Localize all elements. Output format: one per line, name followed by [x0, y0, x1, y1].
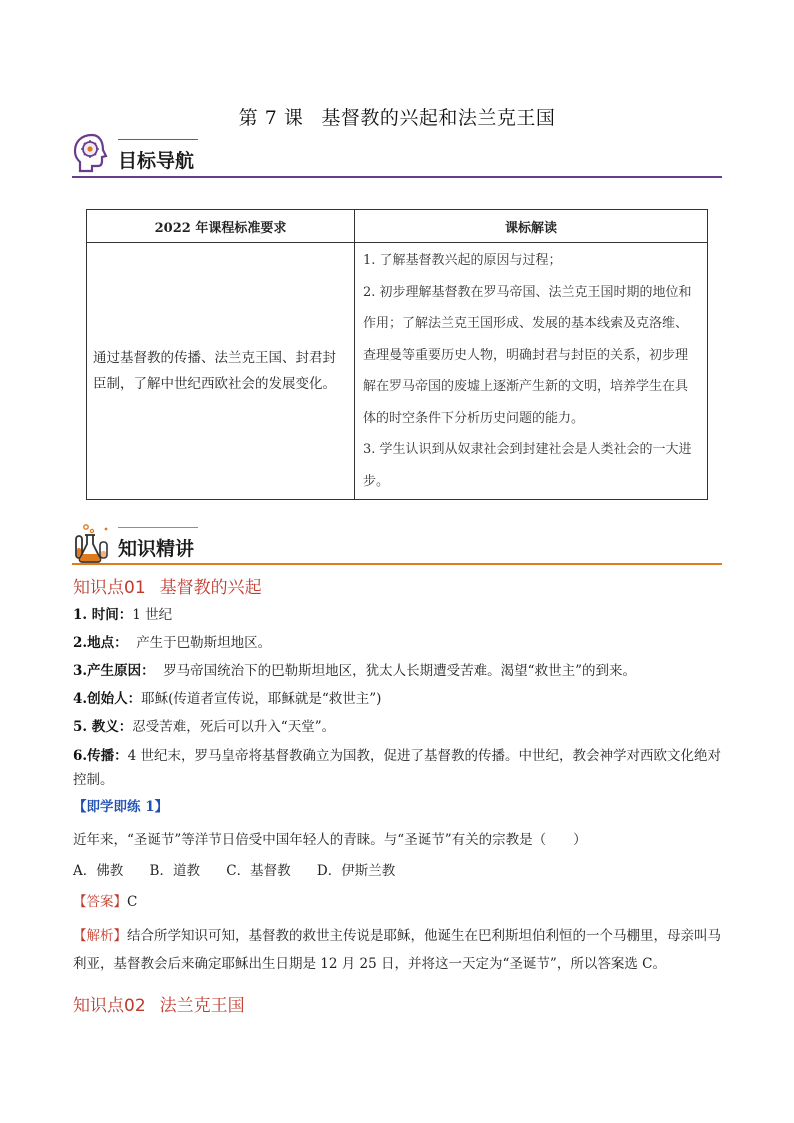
- list-item: [73, 604, 723, 626]
- knowledge-section-rule: [72, 563, 722, 565]
- knowledge-section-header: [72, 522, 722, 568]
- interpretation-item: 2. 初步理解基督教在罗马帝国、法兰克王国时期的地位和作用；了解法兰克王国形成、发展的基本线索及克洛维、查理曼等重要历史人物，明确封君与封臣的关系，初步理解在罗马帝国的废墟上逐渐产生新的文明，培养学生在具体的时空条件下分析历史问题的能力。: [363, 284, 692, 426]
- question-text: 近年来，“圣诞节”等洋节日倍受中国年轻人的青睐。与“圣诞节”有关的宗教是（ ）: [73, 832, 587, 848]
- kp-number: 知识点02: [73, 996, 146, 1016]
- list-item: [73, 744, 723, 792]
- item-text: 耶稣(传道者宣传说，耶稣就是“救世主”): [141, 691, 382, 707]
- analysis-paragraph: [73, 922, 723, 978]
- option-c: C．基督教: [226, 863, 291, 879]
- item-text: 4 世纪末，罗马皇帝将基督教确立为国教，促进了基督教的传播。中世纪，教会神学对西欧文化绝对控制。: [73, 748, 721, 788]
- analysis-text: 结合所学知识可知，基督教的救世主传说是耶稣，他诞生在巴利斯坦伯利恒的一个马棚里，母亲叫马利亚，基督教会后来确定耶稣出生日期是 12 月 25 日，并将这一天定为“圣诞节”，所以答案选 C。: [73, 928, 721, 972]
- interpretation-cell: [355, 243, 708, 500]
- requirement-cell: 通过基督教的传播、法兰克王国、封君封臣制，了解中世纪西欧社会的发展变化。: [87, 243, 355, 500]
- interpretation-item: 3. 学生认识到从奴隶社会到封建社会是人类社会的一大进步。: [363, 442, 692, 489]
- standards-table: [86, 209, 708, 500]
- interpretation-item: 1. 了解基督教兴起的原因与过程；: [363, 253, 562, 268]
- option-d: D．伊斯兰教: [316, 863, 396, 879]
- lesson-title: 基督教的兴起和法兰克王国: [321, 107, 556, 129]
- kp-title: 基督教的兴起: [159, 578, 262, 598]
- list-item: [73, 688, 723, 710]
- page-title: [0, 103, 794, 130]
- options-row: [73, 860, 723, 882]
- header-decoration-line: [118, 527, 198, 528]
- lesson-number: 第 7 课: [238, 107, 304, 129]
- option-b: B．道教: [149, 863, 200, 879]
- item-label: 1. 时间：: [73, 607, 133, 623]
- kp-title: 法兰克王国: [159, 996, 245, 1016]
- list-item: [73, 716, 723, 738]
- item-text: 1 世纪: [132, 607, 173, 623]
- table-row: [87, 243, 708, 500]
- practice-label: 【即学即练 1】: [73, 799, 169, 815]
- answer-value: C: [127, 894, 138, 910]
- item-label: 6.传播：: [73, 748, 128, 764]
- col-header-standard: 2022 年课程标准要求: [87, 210, 355, 243]
- knowledge-point-2-title: [73, 991, 245, 1016]
- header-decoration-line: [118, 139, 198, 140]
- col-header-interpretation: 课标解读: [355, 210, 708, 243]
- table-header-row: [87, 210, 708, 243]
- knowledge-section-label: 知识精讲: [118, 538, 195, 560]
- brain-gear-icon: [72, 132, 112, 174]
- item-text: 忍受苦难，死后可以升入“天堂”。: [132, 719, 336, 735]
- item-label: 3.产生原因：: [73, 663, 155, 679]
- kp-number: 知识点01: [73, 578, 146, 598]
- flask-icon: [72, 522, 114, 564]
- nav-section-header: [72, 132, 722, 180]
- item-label: 5. 教义：: [73, 719, 133, 735]
- analysis-label: 【解析】: [73, 928, 127, 944]
- item-label: 2.地点：: [73, 635, 128, 651]
- item-text: 产生于巴勒斯坦地区。: [136, 635, 272, 651]
- answer-line: [73, 891, 723, 913]
- knowledge-point-1-title: [73, 573, 262, 598]
- list-item: [73, 632, 723, 654]
- nav-section-label: 目标导航: [118, 150, 195, 172]
- option-a: A．佛教: [73, 863, 124, 879]
- list-item: [73, 660, 723, 682]
- item-label: 4.创始人：: [73, 691, 142, 707]
- answer-label: 【答案】: [73, 894, 127, 910]
- item-text: 罗马帝国统治下的巴勒斯坦地区，犹太人长期遭受苦难。渴望“救世主”的到来。: [163, 663, 636, 679]
- nav-section-rule: [72, 176, 722, 178]
